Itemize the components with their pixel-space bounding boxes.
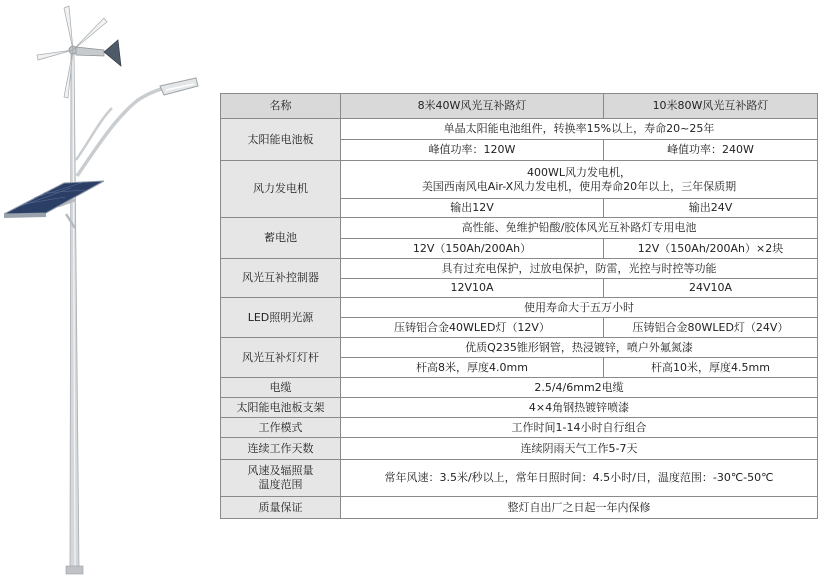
led-lamp-head-icon bbox=[160, 78, 198, 95]
wind-turbine-icon bbox=[37, 6, 121, 98]
header-model-a: 8米40W风光互补路灯 bbox=[341, 94, 604, 119]
controller-desc: 具有过充电保护，过放电保护，防雷，光控与时控等功能 bbox=[341, 259, 818, 279]
battery-a: 12V（150Ah/200Ah） bbox=[341, 239, 604, 259]
solar-panel-desc: 单晶太阳能电池组件，转换率15%以上，寿命20~25年 bbox=[341, 119, 818, 140]
warranty-value: 整灯自出厂之日起一年内保修 bbox=[341, 497, 818, 519]
wind-generator-b: 输出24V bbox=[604, 199, 818, 218]
lamp-pole-icon bbox=[70, 52, 79, 570]
row-label-climate bbox=[221, 460, 341, 497]
pole-desc: 优质Q235锥形钢管，热浸镀锌，喷户外氟氮漆 bbox=[341, 338, 818, 358]
battery-desc: 高性能、免维护铅酸/胶体风光互补路灯专用电池 bbox=[341, 218, 818, 239]
table-row bbox=[221, 378, 818, 398]
panel-bracket-value: 4×4角钢热镀锌喷漆 bbox=[341, 398, 818, 418]
table-row bbox=[221, 398, 818, 418]
wind-generator-desc bbox=[341, 161, 818, 199]
table-row bbox=[221, 218, 818, 239]
led-source-a: 压铸铝合金40WLED灯（12V） bbox=[341, 318, 604, 338]
table-row bbox=[221, 161, 818, 199]
row-label-solar-panel: 太阳能电池板 bbox=[221, 119, 341, 161]
controller-b: 24V10A bbox=[604, 279, 818, 298]
climate-label-line2: 温度范围 bbox=[258, 478, 303, 491]
row-label-rainy-days: 连续工作天数 bbox=[221, 438, 341, 460]
work-mode-value: 工作时间1-14小时自行组合 bbox=[341, 418, 818, 438]
table-row bbox=[221, 259, 818, 279]
row-label-warranty: 质量保证 bbox=[221, 497, 341, 519]
table-header-row bbox=[221, 94, 818, 119]
wind-generator-desc-line2: 美国西南风电Air-X风力发电机，使用寿命20年以上，三年保质期 bbox=[421, 179, 737, 193]
table-row bbox=[221, 460, 818, 497]
row-label-cable: 电缆 bbox=[221, 378, 341, 398]
controller-a: 12V10A bbox=[341, 279, 604, 298]
table-row bbox=[221, 418, 818, 438]
row-label-work-mode: 工作模式 bbox=[221, 418, 341, 438]
wind-generator-a: 输出12V bbox=[341, 199, 604, 218]
climate-label-line1: 风速及辐照量 bbox=[247, 464, 314, 477]
table-row bbox=[221, 438, 818, 460]
row-label-led-source: LED照明光源 bbox=[221, 298, 341, 338]
table-row bbox=[221, 119, 818, 140]
row-label-wind-generator: 风力发电机 bbox=[221, 161, 341, 218]
table-row bbox=[221, 338, 818, 358]
table-row bbox=[221, 298, 818, 318]
header-label: 名称 bbox=[221, 94, 341, 119]
solar-panel-b: 峰值功率：240W bbox=[604, 140, 818, 161]
spec-table bbox=[220, 93, 818, 519]
rainy-days-value: 连续阴雨天气工作5-7天 bbox=[341, 438, 818, 460]
row-label-pole: 风光互补灯灯杆 bbox=[221, 338, 341, 378]
street-lamp-illustration bbox=[0, 0, 215, 585]
solar-panel-a: 峰值功率：120W bbox=[341, 140, 604, 161]
table-row bbox=[221, 497, 818, 519]
solar-panel-icon bbox=[4, 181, 104, 218]
row-label-battery: 蓄电池 bbox=[221, 218, 341, 259]
pole-b: 杆高10米，厚度4.5mm bbox=[604, 358, 818, 378]
led-source-b: 压铸铝合金80WLED灯（24V） bbox=[604, 318, 818, 338]
header-model-b: 10米80W风光互补路灯 bbox=[604, 94, 818, 119]
cable-value: 2.5/4/6mm2电缆 bbox=[341, 378, 818, 398]
climate-value: 常年风速：3.5米/秒以上，常年日照时间：4.5小时/日，温度范围：-30℃-50℃ bbox=[341, 460, 818, 497]
battery-b: 12V（150Ah/200Ah）×2块 bbox=[604, 239, 818, 259]
wind-generator-desc-line1: 400WL风力发电机， bbox=[526, 165, 631, 179]
led-source-desc: 使用寿命大于五万小时 bbox=[341, 298, 818, 318]
row-label-panel-bracket: 太阳能电池板支架 bbox=[221, 398, 341, 418]
pole-a: 杆高8米，厚度4.0mm bbox=[341, 358, 604, 378]
row-label-controller: 风光互补控制器 bbox=[221, 259, 341, 298]
